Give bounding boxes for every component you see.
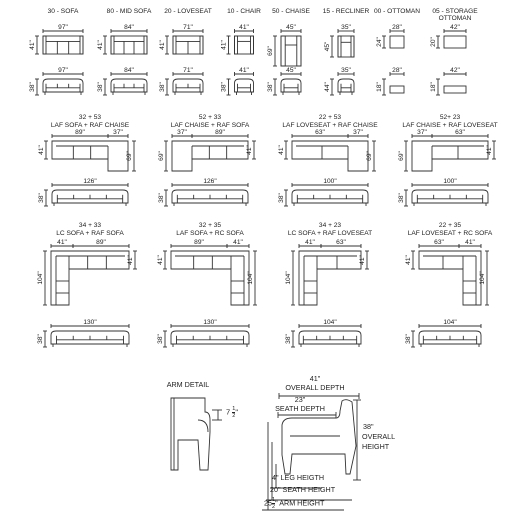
sectional-a4-plan — [412, 141, 488, 171]
model-5-depth-label: 69" — [267, 46, 274, 56]
model-4-depth-label: 41" — [220, 40, 228, 50]
sectional-b1-top1-label: 41" — [57, 239, 67, 246]
model-4-plan-arm — [235, 36, 238, 54]
sectional-a4-height-label: 38" — [398, 193, 405, 203]
sectional-b3-overall-label: 104" — [323, 319, 337, 326]
model-6-height-label: 44" — [324, 82, 331, 92]
model-4-width-label: 41" — [239, 24, 249, 31]
sectional-a3-top2-label: 37" — [353, 129, 363, 136]
sectional-b1-code: 34 + 33 — [78, 222, 102, 229]
sectional-b4-name: LAF LOVESEAT + RC SOFA — [407, 230, 493, 237]
sectional-b2-height-label: 38" — [157, 334, 164, 344]
model-1-height-label: 38" — [29, 82, 36, 92]
sectional-b3-top1-label: 41" — [305, 239, 315, 246]
model-6-depth-label: 45" — [324, 41, 331, 52]
sectional-a3-overall-label: 100" — [323, 178, 337, 185]
model-5-plan-arm — [281, 36, 285, 66]
sectional-a4-name: LAF CHAISE + RAF LOVESEAT — [402, 122, 498, 129]
sectional-b4-side2-label: 104" — [479, 271, 486, 285]
model-6-front — [338, 79, 354, 92]
sectional-b1-plan — [51, 251, 129, 305]
model-2-plan-arm — [111, 36, 114, 54]
model-6-front-width-label: 35" — [341, 67, 351, 74]
model-2-plan-arm — [144, 36, 147, 54]
sectional-b2-top2-label: 41" — [233, 239, 243, 246]
sectional-b2-plan — [171, 251, 249, 305]
sectional-b3-side2-label: 41" — [359, 255, 366, 265]
sectional-b2-top1-label: 89" — [194, 239, 204, 246]
sectional-b4-top1-label: 63" — [434, 239, 444, 246]
sectional-a1-top2-label: 37" — [113, 129, 123, 136]
model-2-width-label: 84" — [124, 24, 134, 31]
sectional-b4-top2-label: 41" — [465, 239, 475, 246]
model-4-height-label: 38" — [220, 82, 228, 92]
sectional-a3-code: 22 + 53 — [318, 114, 342, 121]
sectional-b1-overall-label: 130" — [83, 319, 97, 326]
model-3-label: 20 - LOVESEAT — [164, 8, 212, 15]
model-2-depth-label: 41" — [97, 40, 104, 50]
arm-detail-roll — [198, 420, 208, 432]
sectional-a2-side1-label: 69" — [158, 151, 165, 161]
sectional-a3-side1-label: 41" — [278, 145, 285, 155]
sectional-a2-plan — [172, 141, 248, 171]
model-1-plan-arm — [80, 36, 83, 54]
sectional-a4-side1-label: 69" — [398, 151, 405, 161]
sectional-b3-plan — [299, 251, 361, 305]
sectional-b3-top2-label: 63" — [336, 239, 346, 246]
sectional-b4-height-label: 38" — [405, 334, 412, 344]
model-6-plan-arm — [351, 36, 354, 57]
sectional-b2-overall-label: 130" — [203, 319, 217, 326]
sectional-a2-top2-label: 89" — [215, 129, 225, 136]
model-4-label: 10 - CHAIR — [227, 8, 261, 15]
model-2-front — [111, 79, 147, 92]
sectional-b2-code: 32 + 35 — [198, 222, 222, 229]
sectional-a1-side1-label: 41" — [38, 145, 45, 155]
sectional-b4-plan — [419, 251, 481, 305]
arm-detail-drawing — [171, 398, 210, 470]
sectional-b4-code: 22 + 35 — [438, 222, 462, 229]
sectional-a2-code: 52 + 33 — [198, 114, 222, 121]
model-8-label: 05 - STORAGE OTTOMAN — [432, 8, 478, 22]
model-8-front-width-label: 42" — [450, 67, 460, 74]
sectional-b3-height-label: 38" — [285, 334, 292, 344]
model-2-label: 80 - MID SOFA — [106, 8, 152, 15]
model-1-label: 30 - SOFA — [47, 8, 79, 15]
model-6-width-label: 35" — [341, 24, 351, 31]
sectional-a2-height-label: 38" — [158, 193, 165, 203]
sectional-a4-top1-label: 37" — [417, 129, 427, 136]
model-3-plan-arm — [200, 36, 203, 54]
sectional-a1-name: LAF SOFA + RAF CHAISE — [50, 122, 130, 129]
model-3-front-width-label: 71" — [183, 67, 193, 74]
sectional-b4-side1-label: 41" — [405, 255, 412, 265]
sectional-b1-side2-label: 41" — [127, 255, 134, 265]
sectional-a4-code: 52+ 23 — [439, 114, 461, 121]
model-5-plan — [281, 36, 301, 66]
sectional-a4-side2-label: 41" — [486, 145, 493, 155]
sectional-b3-code: 34 + 23 — [318, 222, 342, 229]
model-1-width-label: 97" — [58, 24, 68, 31]
model-5-width-label: 45" — [286, 24, 296, 31]
arm-height-label: 25 $\frac{1}{2}$ " ARM HEIGHT — [264, 497, 325, 510]
model-7-label: 00 - OTTOMAN — [373, 8, 421, 15]
sectional-a3-name: LAF LOVESEAT + RAF CHAISE — [282, 122, 378, 129]
model-7-front-width-label: 28" — [392, 67, 402, 74]
model-3-depth-label: 41" — [159, 40, 166, 50]
seat-depth-label: SEATH DEPTH — [275, 404, 325, 413]
model-7-width-label: 28" — [392, 24, 402, 31]
sectional-b2-name: LAF SOFA + RC SOFA — [176, 230, 244, 237]
leg-height-label: 4" LEG HEIGTH — [272, 473, 325, 482]
overall-height-value: 38" — [363, 422, 374, 431]
model-6-plan-arm — [338, 36, 341, 57]
model-1-front-width-label: 97" — [58, 67, 68, 74]
sectional-b1-name: LC SOFA + RAF SOFA — [56, 230, 124, 237]
model-7-height-label: 18" — [376, 82, 383, 92]
sectional-a1-code: 32 + 53 — [78, 114, 102, 121]
overall-depth-label: OVERALL DEPTH — [285, 383, 345, 392]
sectional-b4-overall-label: 104" — [443, 319, 457, 326]
sectional-b1-side1-label: 104" — [37, 271, 44, 285]
sectional-a2-overall-label: 126" — [203, 178, 217, 185]
sectional-b2-side2-label: 104" — [247, 271, 254, 285]
arm-detail-title: ARM DETAIL — [166, 380, 210, 389]
model-2-front-width-label: 84" — [124, 67, 134, 74]
overall-depth-value: 41" — [309, 374, 321, 383]
sectional-a2-top1-label: 37" — [177, 129, 187, 136]
model-8-height-label: 18" — [430, 82, 437, 92]
model-7-plan — [390, 36, 404, 48]
sectional-a2-side2-label: 41" — [246, 145, 253, 155]
model-1-plan — [43, 36, 83, 54]
sectional-b1-top2-label: 89" — [96, 239, 106, 246]
model-4-front-width-label: 41" — [239, 67, 249, 74]
sectional-a3-side2-label: 69" — [366, 151, 373, 161]
model-3-width-label: 71" — [183, 24, 193, 31]
model-5-front-width-label: 45" — [286, 67, 296, 74]
model-8-width-label: 42" — [450, 24, 460, 31]
model-1-front — [43, 79, 83, 92]
model-8-front — [444, 86, 466, 93]
model-2-height-label: 38" — [97, 82, 104, 92]
sectional-a3-height-label: 38" — [278, 193, 285, 203]
model-3-height-label: 38" — [159, 82, 166, 92]
model-7-depth-label: 24" — [376, 37, 383, 47]
sectional-a4-top2-label: 63" — [455, 129, 465, 136]
sectional-a1-side2-label: 69" — [126, 151, 133, 161]
sectional-a4-overall-label: 100" — [443, 178, 457, 185]
overall-height-label-1: OVERALL — [362, 432, 396, 441]
sectional-a1-top1-label: 89" — [75, 129, 85, 136]
sectional-b1-height-label: 38" — [37, 334, 44, 344]
model-5-label: 50 - CHAISE — [272, 8, 310, 15]
sectional-b2-side1-label: 41" — [157, 255, 164, 265]
model-3-plan-arm — [173, 36, 176, 54]
sectional-b3-name: LC SOFA + RAF LOVESEAT — [287, 230, 373, 237]
model-2-plan — [111, 36, 147, 54]
sectional-a3-plan — [292, 141, 368, 171]
model-8-depth-label: 20" — [430, 37, 437, 47]
overall-height-label-2: HEIGHT — [362, 442, 390, 451]
model-5-plan-arm — [297, 36, 301, 66]
model-7-front — [390, 86, 404, 93]
sectional-b3-side1-label: 104" — [285, 271, 292, 285]
model-8-plan — [444, 36, 466, 48]
sectional-a2-name: LAF CHAISE + RAF SOFA — [170, 122, 250, 129]
model-6-plan — [338, 36, 354, 57]
sectional-a3-top1-label: 63" — [315, 129, 325, 136]
seat-height-label: 20" SEATH HEIGHT — [270, 485, 336, 494]
model-5-height-label: 38" — [267, 82, 274, 92]
arm-width-label: 7 $\frac{1}{2}$ " — [226, 406, 238, 419]
model-1-depth-label: 41" — [29, 40, 36, 50]
model-6-label: 15 - RECLINER — [322, 8, 370, 15]
model-4-plan-arm — [251, 36, 254, 54]
seat-depth-value: 23" — [294, 395, 306, 404]
sectional-a1-overall-label: 126" — [83, 178, 97, 185]
sectional-a1-height-label: 38" — [38, 193, 45, 203]
sectional-a1-plan — [52, 141, 128, 171]
